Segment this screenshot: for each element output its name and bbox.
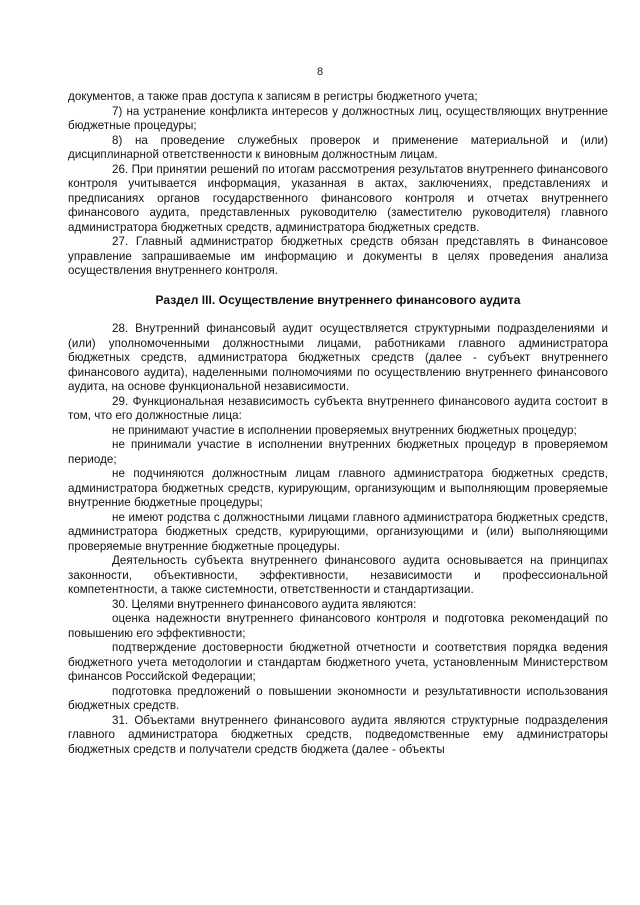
paragraph: 26. При принятии решений по итогам рассмотрения результатов внутреннего финансового контроля учитывается информация, указанная в актах, заключениях, представлениях и предписаниях органов государственного финансового контроля и отчетах внутреннего финансового аудита, представленных руководителю (заместителю руководителя) главного администратора бюджетных средств, администратора бюджетных средств. [68,162,608,234]
paragraph: не имеют родства с должностными лицами главного администратора бюджетных средств, администратора бюджетных средств, курирующими, организующими и (или) выполняющими проверяемые внутренние бюджетные процедуры. [68,510,608,553]
paragraph: не принимали участие в исполнении внутренних бюджетных процедур в проверяемом периоде; [68,438,608,466]
paragraph: 27. Главный администратор бюджетных средств обязан представлять в Финансовое управление запрашиваемые им информацию и документы в целях проведения анализа осуществления внутреннего контроля. [68,235,608,277]
paragraph: подготовка предложений о повышении экономности и результативности использования бюджетных средств. [68,684,608,712]
paragraph: 31. Объектами внутреннего финансового аудита являются структурные подразделения главного администратора бюджетных средств, подведомственные ему администраторы бюджетных средств и получатели средств бюджета (далее - объекты [68,713,608,756]
section-heading: Раздел III. Осуществление внутреннего финансового аудита [155,292,521,307]
paragraph: подтверждение достоверности бюджетной отчетности и соответствия порядка ведения бюджетного учета методологии и стандартам бюджетного учета, установленным Министерством финансов Российской Федерации; [68,641,608,683]
paragraph: не подчиняются должностным лицам главного администратора бюджетных средств, администратора бюджетных средств, курирующим, организующим и выполняющим проверяемые внутренние бюджетные процедуры; [68,467,608,509]
page-number: 8 [316,66,324,78]
paragraph: 8) на проведение служебных проверок и применение материальной и (или) дисциплинарной ответственности к виновным должностным лицам. [68,133,608,161]
paragraph: оценка надежности внутреннего финансового контроля и подготовка рекомендаций по повышению его эффективности; [68,612,608,640]
paragraph: документов, а также прав доступа к записям в регистры бюджетного учета; [68,90,478,103]
paragraph: Деятельность субъекта внутреннего финансового аудита основывается на принципах законности, объективности, эффективности, независимости и профессиональной компетентности, а также системности, ответственности и стандартизации. [68,554,608,596]
paragraph: не принимают участие в исполнении проверяемых внутренних бюджетных процедур; [112,423,577,437]
paragraph: 28. Внутренний финансовый аудит осуществляется структурными подразделениями и (или) уполномоченными должностными лицами, работниками главного администратора бюджетных средств, администратора бюджетных средств (далее - субъект внутреннего финансового аудита), наделенными полномочиями по осуществлению внутреннего финансового аудита, на основе функциональной независимости. [68,322,608,393]
paragraph: 30. Целями внутреннего финансового аудита являются: [112,597,417,611]
paragraph: 7) на устранение конфликта интересов у должностных лиц, осуществляющих внутренние бюджетные процедуры; [68,104,608,132]
document-body [68,90,608,757]
paragraph: 29. Функциональная независимость субъекта внутреннего финансового аудита состоит в том, что его должностные лица: [68,394,608,422]
